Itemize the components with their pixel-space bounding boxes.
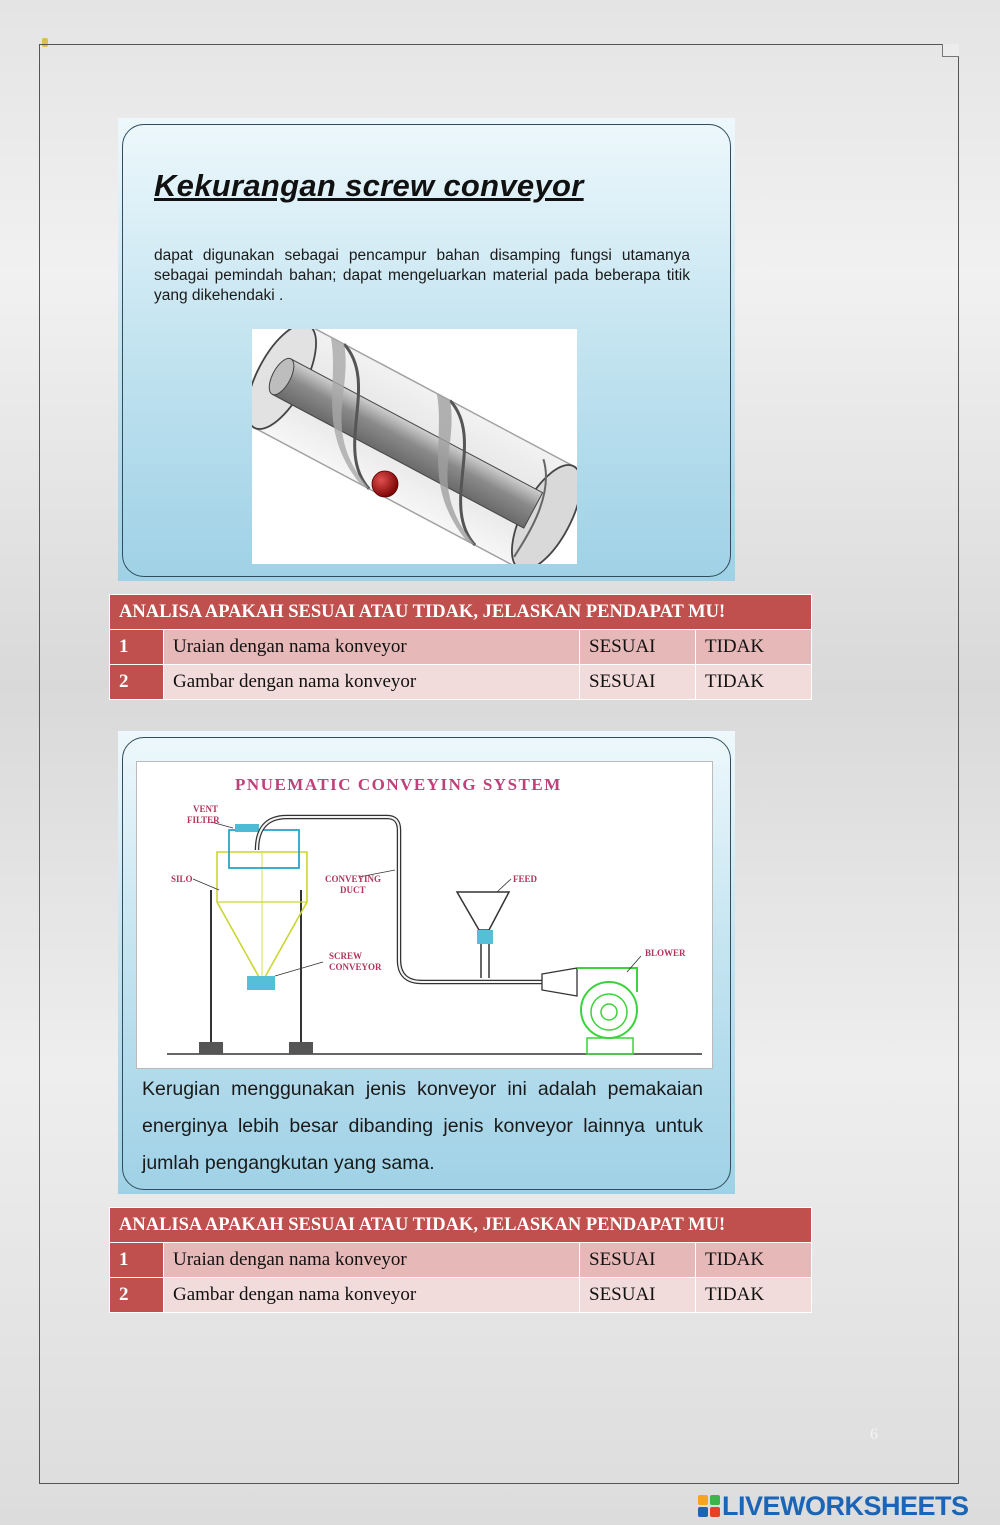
- conveying-duct-label: CONVEYING: [325, 874, 382, 884]
- slide-title: Kekurangan screw conveyor: [154, 168, 584, 203]
- slide-description: dapat digunakan sebagai pencampur bahan disamping fungsi utamanya sebagai pemindah bahan; dapat mengeluarkan material pada beberapa titik yang dikehendaki .: [154, 247, 690, 304]
- table-row: [110, 665, 812, 700]
- tidak-option[interactable]: TIDAK: [696, 665, 812, 700]
- page-number: 6: [870, 1426, 878, 1443]
- table-header: ANALISA APAKAH SESUAI ATAU TIDAK, JELASKAN PENDAPAT MU!: [110, 1208, 812, 1243]
- tidak-option[interactable]: TIDAK: [696, 1278, 812, 1313]
- screw-conveyor-slide: [118, 118, 735, 581]
- row-item: Uraian dengan nama konveyor: [164, 1243, 580, 1278]
- sesuai-option[interactable]: SESUAI: [580, 1278, 696, 1313]
- conveying-duct-label: DUCT: [340, 885, 366, 895]
- table-row: [110, 630, 812, 665]
- brand-name: LIVEWORKSHEETS: [722, 1490, 969, 1521]
- analysis-table-2: [109, 1207, 812, 1313]
- row-number: 2: [110, 1278, 164, 1313]
- tidak-option[interactable]: TIDAK: [696, 630, 812, 665]
- row-number: 2: [110, 665, 164, 700]
- sesuai-option[interactable]: SESUAI: [580, 1243, 696, 1278]
- analysis-table-1: [109, 594, 812, 700]
- feed-label: FEED: [513, 874, 538, 884]
- page-corner-fold: [942, 44, 959, 57]
- vent-filter-label: VENT: [193, 804, 219, 814]
- sesuai-option[interactable]: SESUAI: [580, 630, 696, 665]
- row-item: Gambar dengan nama konveyor: [164, 665, 580, 700]
- vent-filter-label: FILTER: [187, 815, 220, 825]
- screw-conveyor-image: [252, 329, 577, 564]
- row-number: 1: [110, 1243, 164, 1278]
- liveworksheets-logo-icon: [698, 1495, 720, 1517]
- screw-conveyor-label: CONVEYOR: [329, 962, 382, 972]
- diagram-title: PNUEMATIC CONVEYING SYSTEM: [235, 775, 562, 794]
- table-row: [110, 1243, 812, 1278]
- table-row: [110, 1278, 812, 1313]
- sesuai-option[interactable]: SESUAI: [580, 665, 696, 700]
- row-item: Uraian dengan nama konveyor: [164, 630, 580, 665]
- table-header: ANALISA APAKAH SESUAI ATAU TIDAK, JELASKAN PENDAPAT MU!: [110, 595, 812, 630]
- tidak-option[interactable]: TIDAK: [696, 1243, 812, 1278]
- blower-label: BLOWER: [645, 948, 686, 958]
- liveworksheets-brand[interactable]: [698, 1491, 969, 1521]
- screw-conveyor-label: SCREW: [329, 951, 363, 961]
- silo-label: SILO: [171, 874, 193, 884]
- pneumatic-system-diagram: [136, 761, 713, 1069]
- pneumatic-conveyor-slide: [118, 731, 735, 1194]
- slide-description: Kerugian menggunakan jenis konveyor ini adalah pemakaian energinya lebih besar dibanding jenis konveyor lainnya untuk jumlah pengangkutan yang sama.: [142, 1078, 703, 1174]
- row-number: 1: [110, 630, 164, 665]
- row-item: Gambar dengan nama konveyor: [164, 1278, 580, 1313]
